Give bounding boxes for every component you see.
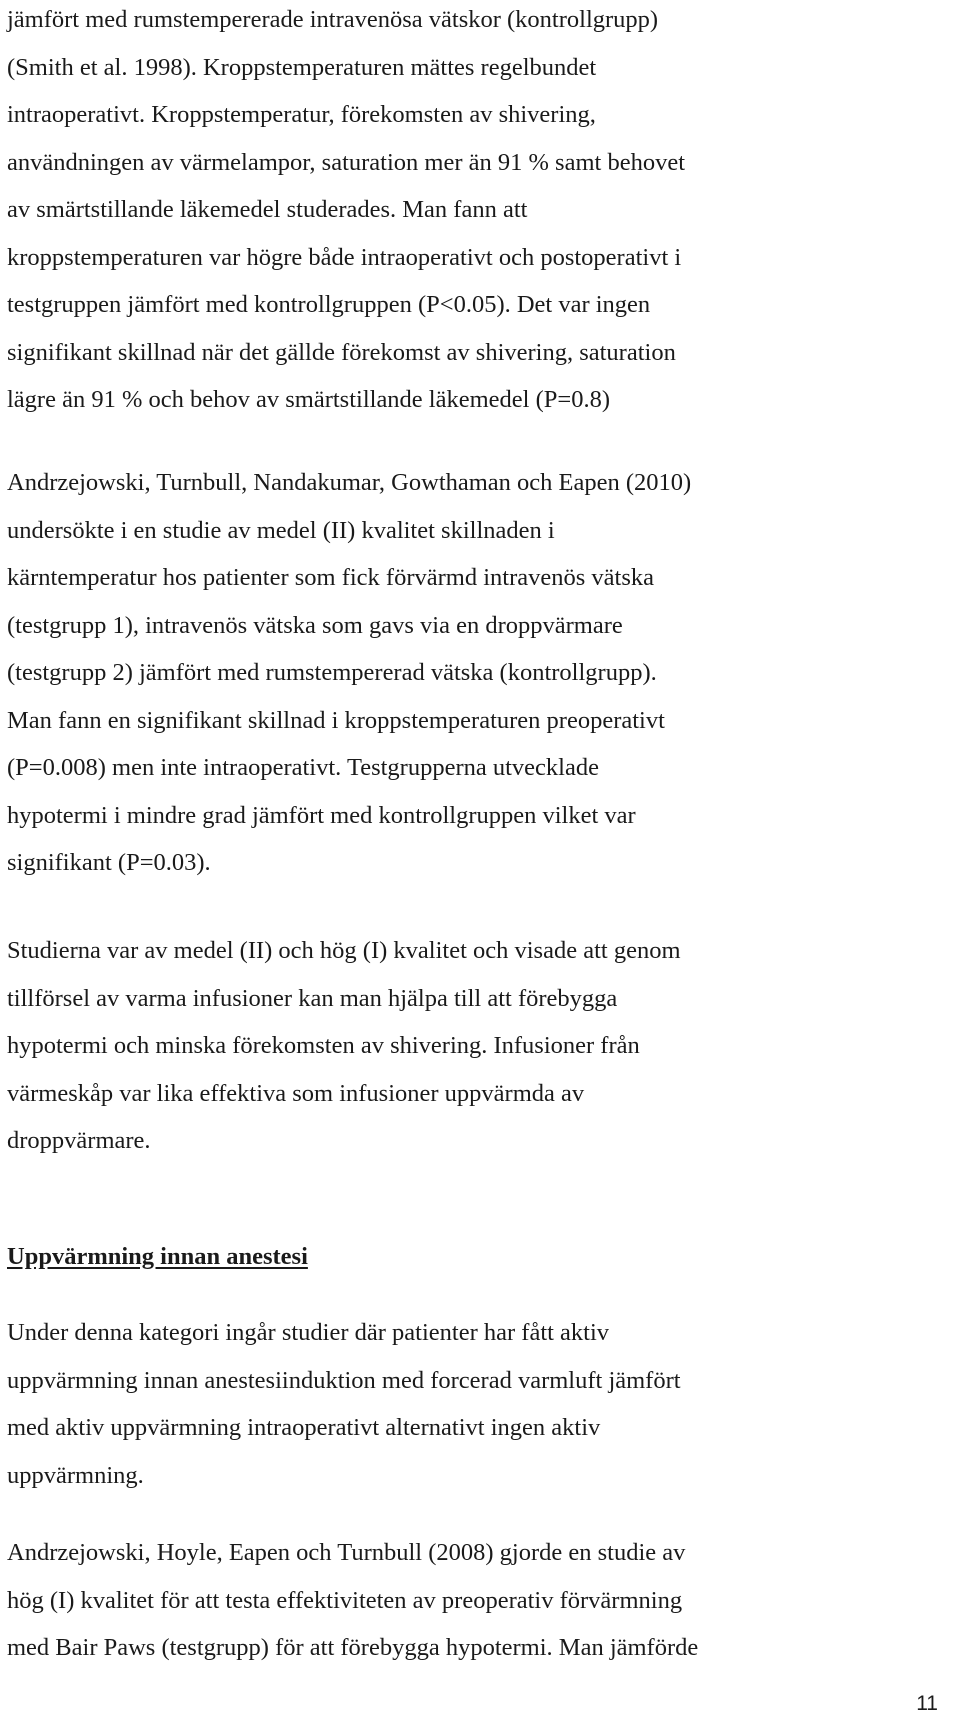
text-line: undersökte i en studie av medel (II) kvalitet skillnaden i: [7, 516, 555, 544]
text-line: Andrzejowski, Hoyle, Eapen och Turnbull (2008) gjorde en studie av: [7, 1539, 686, 1566]
text-line: (Smith et al. 1998). Kroppstemperaturen mättes regelbundet: [7, 53, 597, 81]
text-line: hypotermi och minska förekomsten av shivering. Infusioner från: [7, 1032, 640, 1059]
text-line: lägre än 91 % och behov av smärtstillande läkemedel (P=0.8): [7, 386, 610, 413]
text-line: hög (I) kvalitet för att testa effektiviteten av preoperativ förvärmning: [7, 1586, 683, 1614]
text-line: hypotermi i mindre grad jämfört med kontrollgruppen vilket var: [7, 801, 636, 829]
text-line: signifikant (P=0.03).: [7, 849, 211, 876]
paragraph-5: [7, 1529, 698, 1672]
text-line: (P=0.008) men inte intraoperativt. Testgrupperna utvecklade: [7, 754, 599, 781]
text-line: droppvärmare.: [7, 1127, 151, 1154]
text-line: kärntemperatur hos patienter som fick förvärmd intravenös vätska: [7, 564, 654, 591]
page-number: 11: [916, 1692, 938, 1715]
text-line: uppvärmning.: [7, 1461, 144, 1489]
text-line: tillförsel av varma infusioner kan man hjälpa till att förebygga: [7, 984, 618, 1012]
text-line: av smärtstillande läkemedel studerades. Man fann att: [7, 196, 528, 223]
paragraph-4: [7, 1309, 681, 1499]
text-line: kroppstemperaturen var högre både intraoperativt och postoperativt i: [7, 243, 682, 271]
text-line: testgruppen jämfört med kontrollgruppen (P<0.05). Det var ingen: [7, 291, 651, 318]
text-line: användningen av värmelampor, saturation mer än 91 % samt behovet: [7, 148, 685, 176]
paragraph-1: [7, 0, 685, 424]
text-line: uppvärmning innan anestesiinduktion med forcerad varmluft jämfört: [7, 1366, 681, 1394]
text-line: (testgrupp 2) jämfört med rumstempererad vätska (kontrollgrupp).: [7, 659, 657, 686]
text-line: intraoperativt. Kroppstemperatur, förekomsten av shivering,: [7, 101, 596, 128]
text-line: signifikant skillnad när det gällde förekomst av shivering, saturation: [7, 338, 676, 366]
paragraph-2: [7, 459, 691, 887]
text-line: Man fann en signifikant skillnad i kroppstemperaturen preoperativt: [7, 706, 665, 734]
text-line: jämfört med rumstempererade intravenösa vätskor (kontrollgrupp): [7, 6, 659, 33]
text-line: Under denna kategori ingår studier där patienter har fått aktiv: [7, 1319, 610, 1346]
text-line: med aktiv uppvärmning intraoperativt alternativt ingen aktiv: [7, 1414, 601, 1441]
text-line: Studierna var av medel (II) och hög (I) kvalitet och visade att genom: [7, 937, 681, 964]
section-heading: Uppvärmning innan anestesi: [7, 1243, 308, 1270]
paragraph-3: [7, 927, 681, 1165]
text-line: (testgrupp 1), intravenös vätska som gavs via en droppvärmare: [7, 611, 623, 639]
text-line: värmeskåp var lika effektiva som infusioner uppvärmda av: [7, 1079, 585, 1107]
text-line: Andrzejowski, Turnbull, Nandakumar, Gowthaman och Eapen (2010): [7, 469, 692, 496]
text-line: med Bair Paws (testgrupp) för att förebygga hypotermi. Man jämförde: [7, 1634, 699, 1661]
